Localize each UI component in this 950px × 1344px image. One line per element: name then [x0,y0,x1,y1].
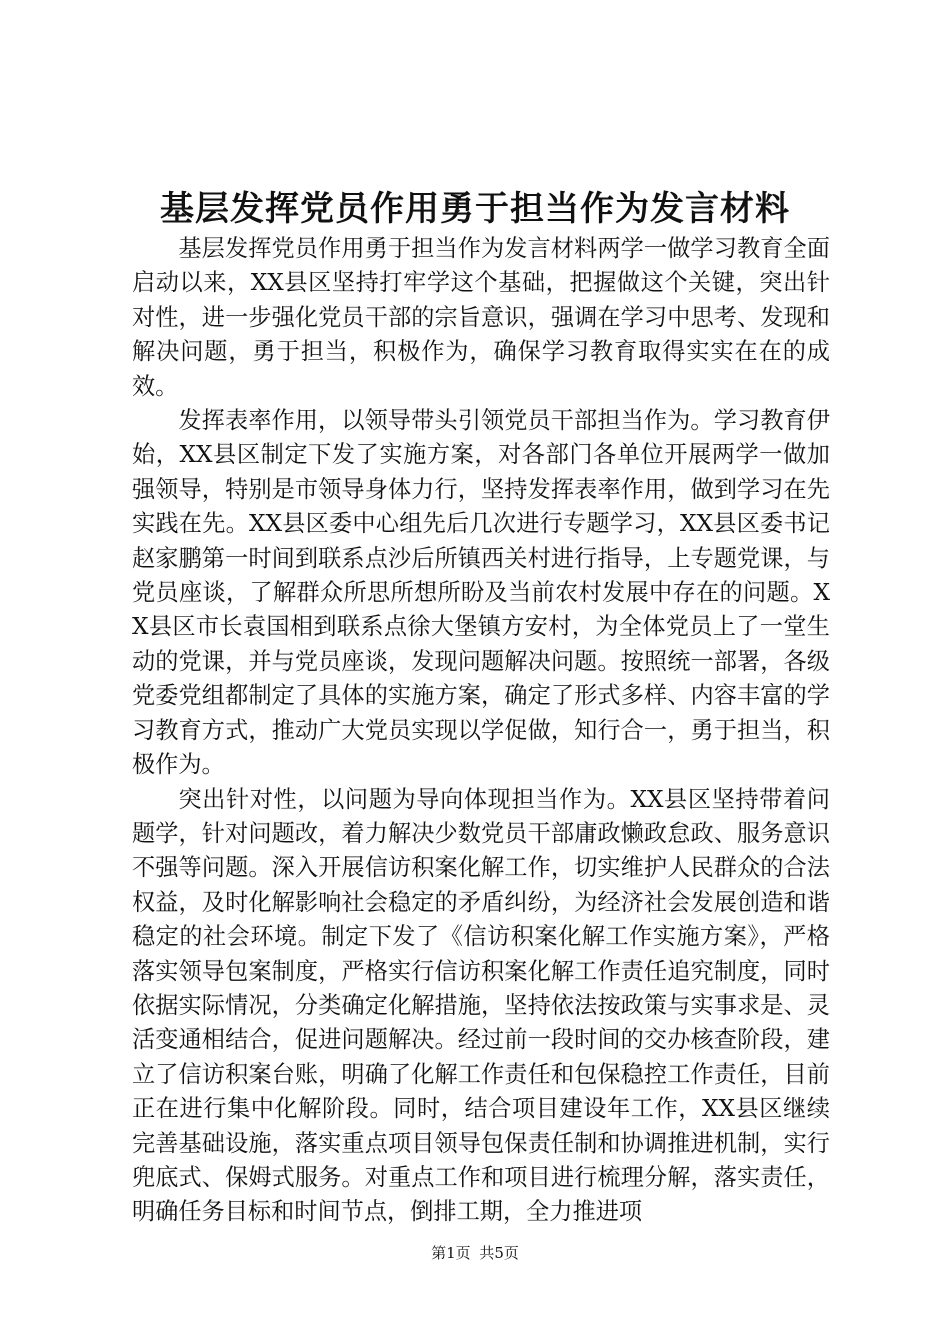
page-number: 第1页 [431,1244,471,1262]
paragraph-problem-oriented: 突出针对性，以问题为导向体现担当作为。XX县区坚持带着问题学，针对问题改，着力解决少数党员干部庸政懒政怠政、服务意识不强等问题。深入开展信访积案化解工作，切实维护人民群众的合法权益，及时化解影响社会稳定的矛盾纠纷，为经济社会发展创造和谐稳定的社会环境。制定下发了《信访积案化解工作实施方案》，严格落实领导包案制度，严格实行信访积案化解工作责任追究制度，同时依据实际情况，分类确定化解措施，坚持依法按政策与实事求是、灵活变通相结合，促进问题解决。经过前一段时间的交办核查阶段，建立了信访积案台账，明确了化解工作责任和包保稳控工作责任，目前正在进行集中化解阶段。同时，结合项目建设年工作，XX县区继续完善基础设施，落实重点项目领导包保责任制和协调推进机制，实行兜底式、保姆式服务。对重点工作和项目进行梳理分解，落实责任，明确任务目标和时间节点，倒排工期，全力推进项 [132,785,830,1226]
page-total: 共5页 [479,1244,519,1262]
document-title: 基层发挥党员作用勇于担当作为发言材料 [160,189,790,229]
page-footer [0,1243,950,1263]
paragraph-leadership-role: 发挥表率作用，以领导带头引领党员干部担当作为。学习教育伊始，XX县区制定下发了实施方案，对各部门各单位开展两学一做加强领导，特别是市领导身体力行，坚持发挥表率作用，做到学习在先实践在先。XX县区委中心组先后几次进行专题学习，XX县区委书记赵家鹏第一时间到联系点沙后所镇西关村进行指导，上专题党课，与党员座谈，了解群众所思所想所盼及当前农村发展中存在的问题。XX县区市长袁国相到联系点徐大堡镇方安村，为全体党员上了一堂生动的党课，并与党员座谈，发现问题解决问题。按照统一部署，各级党委党组都制定了具体的实施方案，确定了形式多样、内容丰富的学习教育方式，推动广大党员实现以学促做，知行合一，勇于担当，积极作为。 [132,407,830,779]
document-body [132,232,830,1230]
paragraph-intro: 基层发挥党员作用勇于担当作为发言材料两学一做学习教育全面启动以来，XX县区坚持打牢学这个基础，把握做这个关键，突出针对性，进一步强化党员干部的宗旨意识，强调在学习中思考、发现和解决问题，勇于担当，积极作为，确保学习教育取得实实在在的成效。 [132,235,830,400]
